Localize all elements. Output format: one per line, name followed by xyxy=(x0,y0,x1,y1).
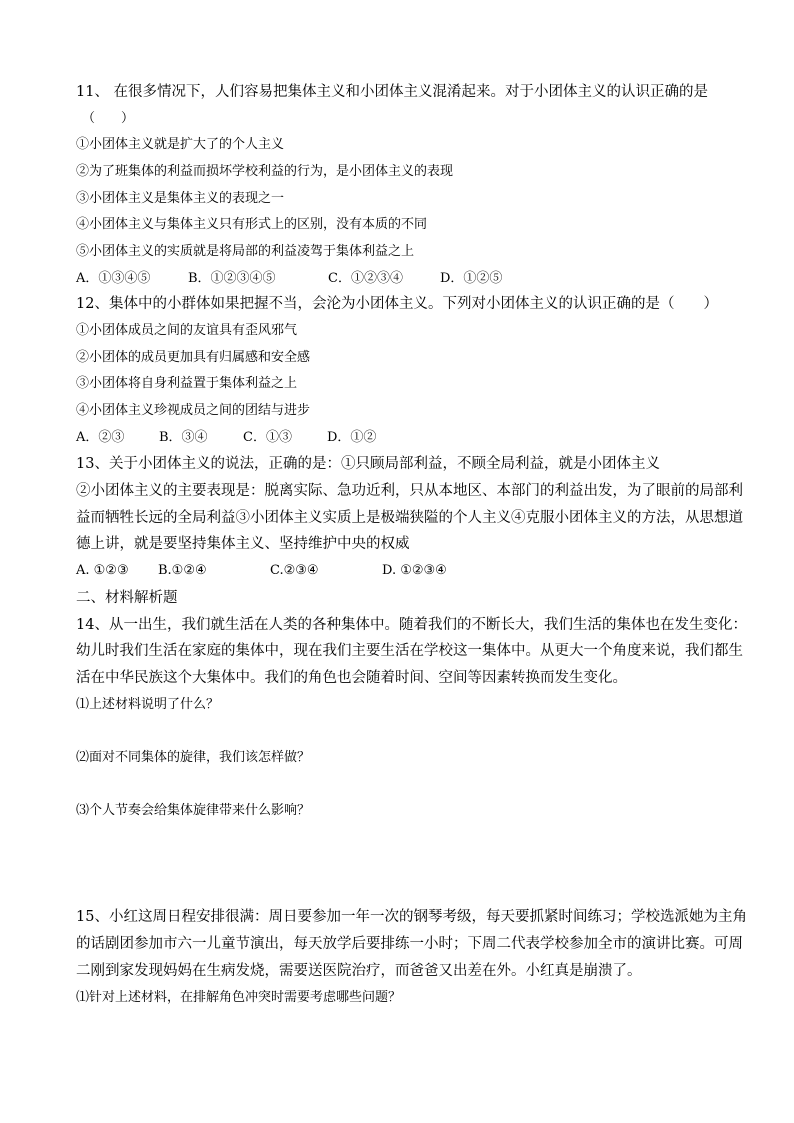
q12-item-3: ③小团体将自身利益置于集体利益之上 xyxy=(76,376,298,391)
q12-item-4: ④小团体主义珍视成员之间的团结与进步 xyxy=(76,403,311,418)
q12-item-2: ②小团体的成员更加具有归属感和安全感 xyxy=(76,350,311,365)
q12-option-c: C．①③ xyxy=(243,430,292,445)
q13-option-b: B.①②④ xyxy=(158,563,207,578)
q11-option-c: C．①②③④ xyxy=(328,271,403,286)
q12-stem: 12、集体中的小群体如果把握不当，会沦为小团体主义。下列对小团体主义的认识正确的是（ ） xyxy=(76,296,718,312)
q14-sub-1: ⑴上述材料说明了什么？ xyxy=(76,697,220,712)
q15-sub-1: ⑴针对上述材料，在排解角色冲突时需要考虑哪些问题？ xyxy=(76,990,402,1005)
q12-option-b: B．③④ xyxy=(159,430,208,445)
q13-option-d: D. ①②③④ xyxy=(382,563,447,578)
q15-line-2: 的话剧团参加市六一儿童节演出，每天放学后要排练一小时；下周二代表学校参加全市的演讲比赛。可周 xyxy=(76,936,743,952)
q11-item-2: ②为了班集体的利益而损坏学校利益的行为，是小团体主义的表现 xyxy=(76,164,454,179)
q12-item-1: ①小团体成员之间的友谊具有歪风邪气 xyxy=(76,323,298,338)
section-heading: 二、材料解析题 xyxy=(76,590,178,606)
q11-option-a: A．①③④⑤ xyxy=(76,271,151,286)
q13-option-c: C.②③④ xyxy=(270,563,319,578)
q14-line-3: 活在中华民族这个大集体中。我们的角色也会随着时间、空间等因素转换而发生变化。 xyxy=(76,670,627,686)
q13-line-3: 益而牺牲长远的全局利益③小团体主义实质上是极端狭隘的个人主义④克服小团体主义的方法，从思想道 xyxy=(76,510,743,526)
q13-line-1: 13、关于小团体主义的说法，正确的是：①只顾局部利益，不顾全局利益，就是小团体主义 xyxy=(76,456,660,472)
q14-sub-2: ⑵面对不同集体的旋律，我们该怎样做？ xyxy=(76,750,311,765)
q13-line-4: 德上讲，就是要坚持集体主义、坚持维护中央的权威 xyxy=(76,536,410,552)
q14-sub-3: ⑶个人节奏会给集体旋律带来什么影响？ xyxy=(76,803,311,818)
q11-item-1: ①小团体主义就是扩大了的个人主义 xyxy=(76,137,285,152)
q15-line-1: 15、小红这周日程安排很满：周日要参加一年一次的钢琴考级，每天要抓紧时间练习；学校选派她为主角 xyxy=(76,909,747,925)
q13-option-a: A. ①②③ xyxy=(76,563,129,578)
q11-answer-paren: （ ） xyxy=(82,111,135,126)
q11-item-4: ④小团体主义与集体主义只有形式上的区别，没有本质的不同 xyxy=(76,217,428,232)
q11-item-5: ⑤小团体主义的实质就是将局部的利益凌驾于集体利益之上 xyxy=(76,244,415,259)
q15-line-3: 二刚到家发现妈妈在生病发烧，需要送医院治疗，而爸爸又出差在外。小红真是崩溃了。 xyxy=(76,963,642,979)
q14-line-2: 幼儿时我们生活在家庭的集体中，现在我们主要生活在学校这一集体中。从更大一个角度来说，我们都生 xyxy=(76,643,743,659)
q12-option-d: D．①② xyxy=(327,430,377,445)
q11-option-b: B．①②③④⑤ xyxy=(188,271,276,286)
q11-stem: 11、 在很多情况下，人们容易把集体主义和小团体主义混淆起来。对于小团体主义的认识正确的是 xyxy=(76,84,709,100)
q14-line-1: 14、从一出生，我们就生活在人类的各种集体中。随着我们的不断长大，我们生活的集体也在发生变化： xyxy=(76,617,747,633)
q12-option-a: A．②③ xyxy=(76,430,125,445)
q13-line-2: ②小团体主义的主要表现是：脱离实际、急功近利，只从本地区、本部门的利益出发，为了眼前的局部利 xyxy=(76,483,743,499)
q11-item-3: ③小团体主义是集体主义的表现之一 xyxy=(76,191,285,206)
q11-option-d: D．①②⑤ xyxy=(440,271,503,286)
